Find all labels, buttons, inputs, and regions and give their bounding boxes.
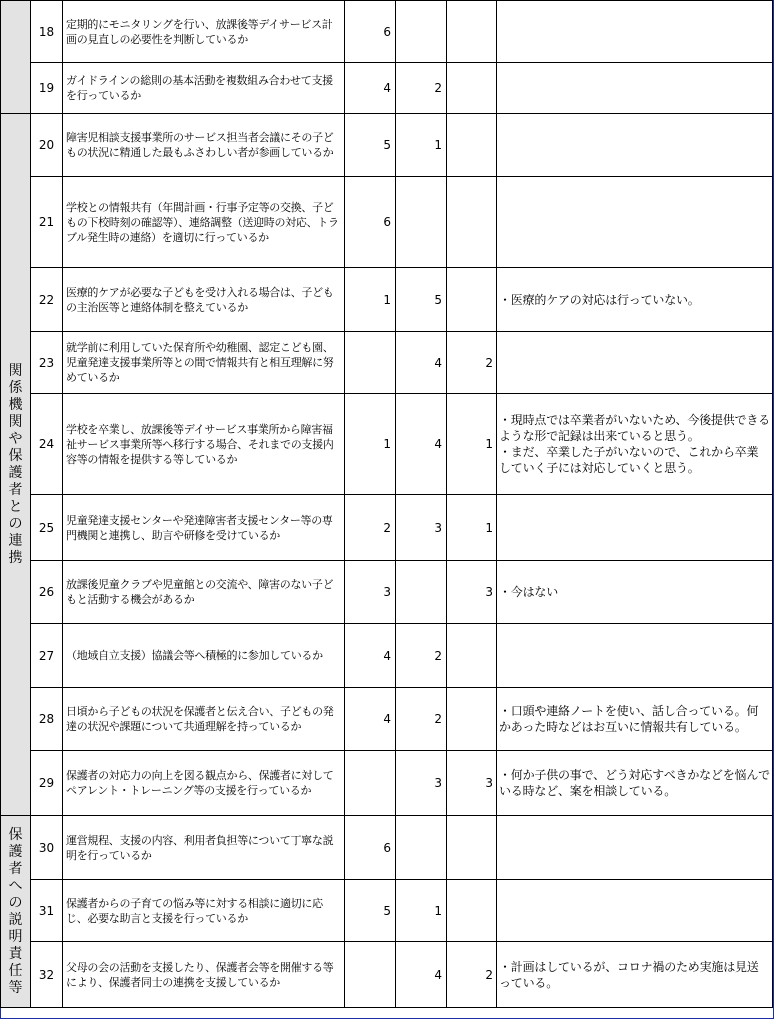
table-row bbox=[1, 751, 773, 816]
count-no: 2 bbox=[447, 332, 497, 394]
count-no bbox=[447, 177, 497, 268]
count-yes: 2 bbox=[345, 495, 396, 561]
item-number: 29 bbox=[31, 751, 63, 816]
count-no bbox=[447, 63, 497, 114]
count-yes: 6 bbox=[345, 816, 396, 880]
table-row bbox=[1, 561, 773, 624]
count-no bbox=[447, 268, 497, 332]
count-yes: 3 bbox=[345, 561, 396, 624]
item-text: 定期的にモニタリングを行い、放課後等デイサービス計画の見直しの必要性を判断しているか bbox=[63, 1, 345, 63]
count-yes: 6 bbox=[345, 177, 396, 268]
count-neutral: 3 bbox=[396, 495, 447, 561]
item-text: 保護者の対応力の向上を図る観点から、保護者に対してペアレント・トレーニング等の支援を行っているか bbox=[63, 751, 345, 816]
count-no: 3 bbox=[447, 751, 497, 816]
comment-cell: ・現時点では卒業者がいないため、今後提供できるような形で記録は出来ていると思う。 ・まだ、卒業した子がいないので、これから卒業していく子には対応していくと思う。 bbox=[497, 394, 773, 495]
comment-cell bbox=[497, 880, 773, 942]
count-yes bbox=[345, 751, 396, 816]
item-number: 32 bbox=[31, 942, 63, 1008]
item-number: 24 bbox=[31, 394, 63, 495]
item-number: 27 bbox=[31, 624, 63, 688]
table-row bbox=[1, 816, 773, 880]
item-number: 28 bbox=[31, 688, 63, 751]
comment-cell: ・今はない bbox=[497, 561, 773, 624]
item-text: 運営規程、支援の内容、利用者負担等について丁寧な説明を行っているか bbox=[63, 816, 345, 880]
count-neutral bbox=[396, 1, 447, 63]
table-row bbox=[1, 880, 773, 942]
count-neutral: 1 bbox=[396, 880, 447, 942]
table-row bbox=[1, 63, 773, 114]
comment-cell bbox=[497, 1, 773, 63]
count-no bbox=[447, 816, 497, 880]
comment-cell: ・計画はしているが、コロナ禍のため実施は見送っている。 bbox=[497, 942, 773, 1008]
count-yes: 5 bbox=[345, 114, 396, 177]
item-number: 23 bbox=[31, 332, 63, 394]
comment-cell: ・口頭や連絡ノートを使い、話し合っている。何かあった時などはお互いに情報共有している。 bbox=[497, 688, 773, 751]
count-neutral bbox=[396, 177, 447, 268]
item-text: 日頃から子どもの状況を保護者と伝え合い、子どもの発達の状況や課題について共通理解を持っているか bbox=[63, 688, 345, 751]
comment-cell bbox=[497, 816, 773, 880]
count-no bbox=[447, 880, 497, 942]
item-number: 21 bbox=[31, 177, 63, 268]
category-cell bbox=[1, 114, 31, 816]
count-neutral bbox=[396, 816, 447, 880]
item-number: 22 bbox=[31, 268, 63, 332]
item-text: ガイドラインの総則の基本活動を複数組み合わせて支援を行っているか bbox=[63, 63, 345, 114]
count-no bbox=[447, 624, 497, 688]
item-number: 18 bbox=[31, 1, 63, 63]
item-number: 19 bbox=[31, 63, 63, 114]
count-yes bbox=[345, 332, 396, 394]
table-row bbox=[1, 394, 773, 495]
count-neutral: 2 bbox=[396, 624, 447, 688]
count-neutral: 4 bbox=[396, 942, 447, 1008]
item-number: 26 bbox=[31, 561, 63, 624]
count-yes: 4 bbox=[345, 63, 396, 114]
comment-cell: ・医療的ケアの対応は行っていない。 bbox=[497, 268, 773, 332]
item-text: 医療的ケアが必要な子どもを受け入れる場合は、子どもの主治医等と連絡体制を整えているか bbox=[63, 268, 345, 332]
table-row bbox=[1, 177, 773, 268]
item-text: 児童発達支援センターや発達障害者支援センター等の専門機関と連携し、助言や研修を受けているか bbox=[63, 495, 345, 561]
table-row bbox=[1, 268, 773, 332]
item-number: 25 bbox=[31, 495, 63, 561]
category-cell-prev bbox=[1, 1, 31, 114]
item-text: 学校を卒業し、放課後等デイサービス事業所から障害福祉サービス事業所等へ移行する場合、それまでの支援内容等の情報を提供する等しているか bbox=[63, 394, 345, 495]
comment-cell bbox=[497, 624, 773, 688]
comment-cell bbox=[497, 177, 773, 268]
table-row bbox=[1, 114, 773, 177]
table-row bbox=[1, 332, 773, 394]
count-yes bbox=[345, 942, 396, 1008]
item-number: 20 bbox=[31, 114, 63, 177]
category-cell bbox=[1, 816, 31, 1008]
count-yes: 6 bbox=[345, 1, 396, 63]
item-text: 父母の会の活動を支援したり、保護者会等を開催する等により、保護者同士の連携を支援しているか bbox=[63, 942, 345, 1008]
item-text: 学校との情報共有（年間計画・行事予定等の交換、子どもの下校時刻の確認等）、連絡調整（送迎時の対応、トラブル発生時の連絡）を適切に行っているか bbox=[63, 177, 345, 268]
item-number: 30 bbox=[31, 816, 63, 880]
count-yes: 1 bbox=[345, 394, 396, 495]
comment-cell bbox=[497, 495, 773, 561]
comment-cell bbox=[497, 114, 773, 177]
item-number: 31 bbox=[31, 880, 63, 942]
category-label: 関係機関や保護者との連携 bbox=[8, 362, 23, 566]
count-neutral: 4 bbox=[396, 394, 447, 495]
count-neutral: 3 bbox=[396, 751, 447, 816]
count-yes: 4 bbox=[345, 624, 396, 688]
count-yes: 1 bbox=[345, 268, 396, 332]
count-no bbox=[447, 1, 497, 63]
table-row bbox=[1, 942, 773, 1008]
item-text: 就学前に利用していた保育所や幼稚園、認定こども園、児童発達支援事業所等との間で情報共有と相互理解に努めているか bbox=[63, 332, 345, 394]
count-neutral: 2 bbox=[396, 688, 447, 751]
item-text: 保護者からの子育ての悩み等に対する相談に適切に応じ、必要な助言と支援を行っているか bbox=[63, 880, 345, 942]
count-yes: 4 bbox=[345, 688, 396, 751]
count-yes: 5 bbox=[345, 880, 396, 942]
comment-cell: ・何か子供の事で、どう対応すべきかなどを悩んでいる時など、案を相談している。 bbox=[497, 751, 773, 816]
count-neutral: 2 bbox=[396, 63, 447, 114]
count-neutral: 5 bbox=[396, 268, 447, 332]
count-neutral bbox=[396, 561, 447, 624]
item-text: 障害児相談支援事業所のサービス担当者会議にその子どもの状況に精通した最もふさわしい者が参画しているか bbox=[63, 114, 345, 177]
count-neutral: 4 bbox=[396, 332, 447, 394]
count-no: 3 bbox=[447, 561, 497, 624]
table-row bbox=[1, 688, 773, 751]
comment-cell bbox=[497, 63, 773, 114]
category-label: 保護者への説明責任等 bbox=[8, 826, 23, 996]
count-no bbox=[447, 114, 497, 177]
table-row bbox=[1, 495, 773, 561]
comment-cell bbox=[497, 332, 773, 394]
item-text: （地域自立支援）協議会等へ積極的に参加しているか bbox=[63, 624, 345, 688]
table-row bbox=[1, 624, 773, 688]
count-no: 1 bbox=[447, 495, 497, 561]
count-neutral: 1 bbox=[396, 114, 447, 177]
item-text: 放課後児童クラブや児童館との交流や、障害のない子どもと活動する機会があるか bbox=[63, 561, 345, 624]
count-no: 2 bbox=[447, 942, 497, 1008]
table-row bbox=[1, 1, 773, 63]
count-no bbox=[447, 688, 497, 751]
count-no: 1 bbox=[447, 394, 497, 495]
